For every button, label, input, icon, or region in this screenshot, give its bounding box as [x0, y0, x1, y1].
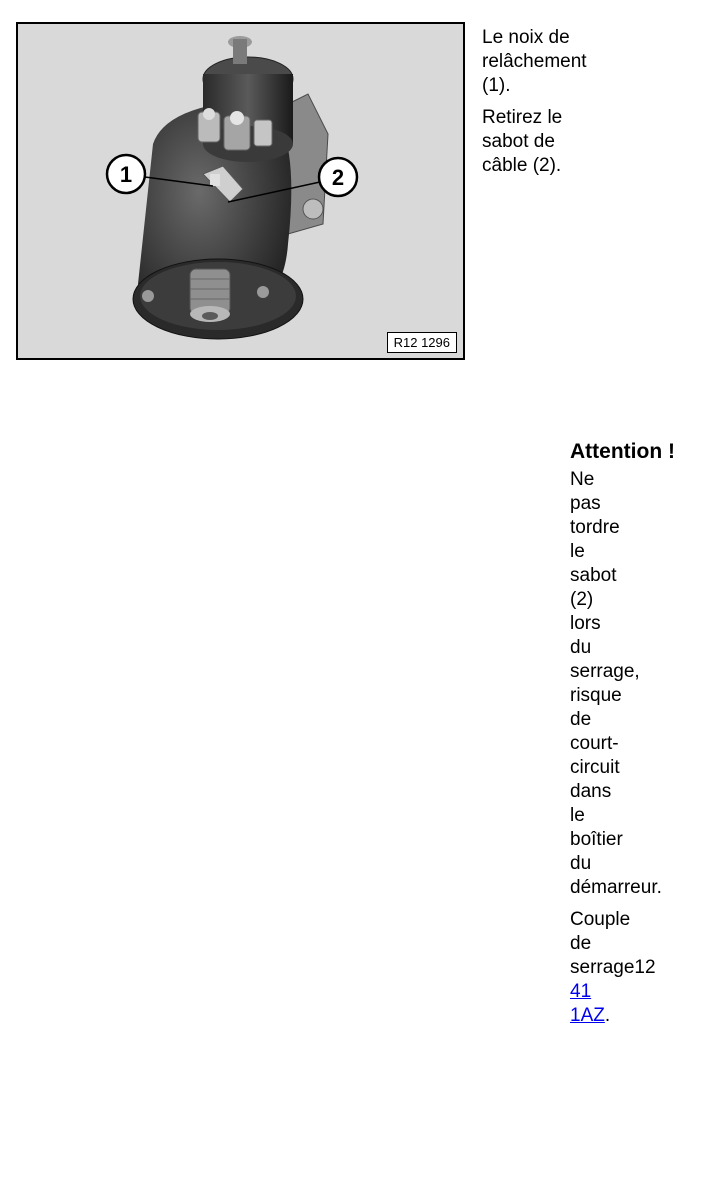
step-1-line: relâchement: [482, 51, 587, 72]
warning-paragraph: [570, 468, 690, 900]
warning-word: démarreur.: [570, 877, 662, 898]
step-1-line: (1).: [482, 75, 511, 96]
torque-link-41[interactable]: 41: [570, 981, 592, 1002]
step-2-line: sabot de: [482, 131, 555, 152]
instruction-text: [482, 26, 622, 186]
warning-word: (2): [570, 589, 594, 610]
starter-motor-figure: [16, 22, 465, 360]
torque-word: Couple: [570, 909, 631, 930]
warning-word: circuit: [570, 757, 620, 778]
step-1-line: Le noix de: [482, 27, 570, 48]
step-2-line: Retirez le: [482, 107, 563, 128]
warning-word: Ne: [570, 469, 595, 490]
step-2-paragraph: [482, 106, 622, 178]
step-2-line: câble (2).: [482, 155, 562, 176]
callout-2: [319, 158, 357, 196]
torque-last-line: [570, 1004, 690, 1028]
warning-word: le: [570, 541, 585, 562]
attention-heading: Attention !: [570, 440, 675, 463]
callout-2-label: 2: [331, 165, 345, 190]
warning-word: le: [570, 805, 585, 826]
warning-word: du: [570, 637, 592, 658]
torque-paragraph: [570, 908, 690, 1028]
torque-period: .: [604, 1005, 611, 1026]
torque-word: de: [570, 933, 592, 954]
warning-word: lors: [570, 613, 601, 634]
warning-word: dans: [570, 781, 612, 802]
torque-word: serrage12: [570, 957, 656, 978]
figure-reference-label: R12 1296: [387, 332, 457, 353]
warning-word: risque: [570, 685, 622, 706]
warning-word: boîtier: [570, 829, 623, 850]
warning-word: sabot: [570, 565, 617, 586]
callout-1-label: 1: [119, 162, 133, 187]
warning-word: serrage,: [570, 661, 640, 682]
starter-motor-illustration: [18, 24, 463, 358]
warning-word: du: [570, 853, 592, 874]
warning-word: tordre: [570, 517, 620, 538]
step-1-paragraph: [482, 26, 622, 98]
warning-word: court-: [570, 733, 619, 754]
warning-word: de: [570, 709, 592, 730]
callout-1: [107, 155, 145, 193]
torque-link-1az[interactable]: 1AZ: [570, 1005, 605, 1026]
warning-word: pas: [570, 493, 601, 514]
attention-note: [570, 440, 690, 1036]
